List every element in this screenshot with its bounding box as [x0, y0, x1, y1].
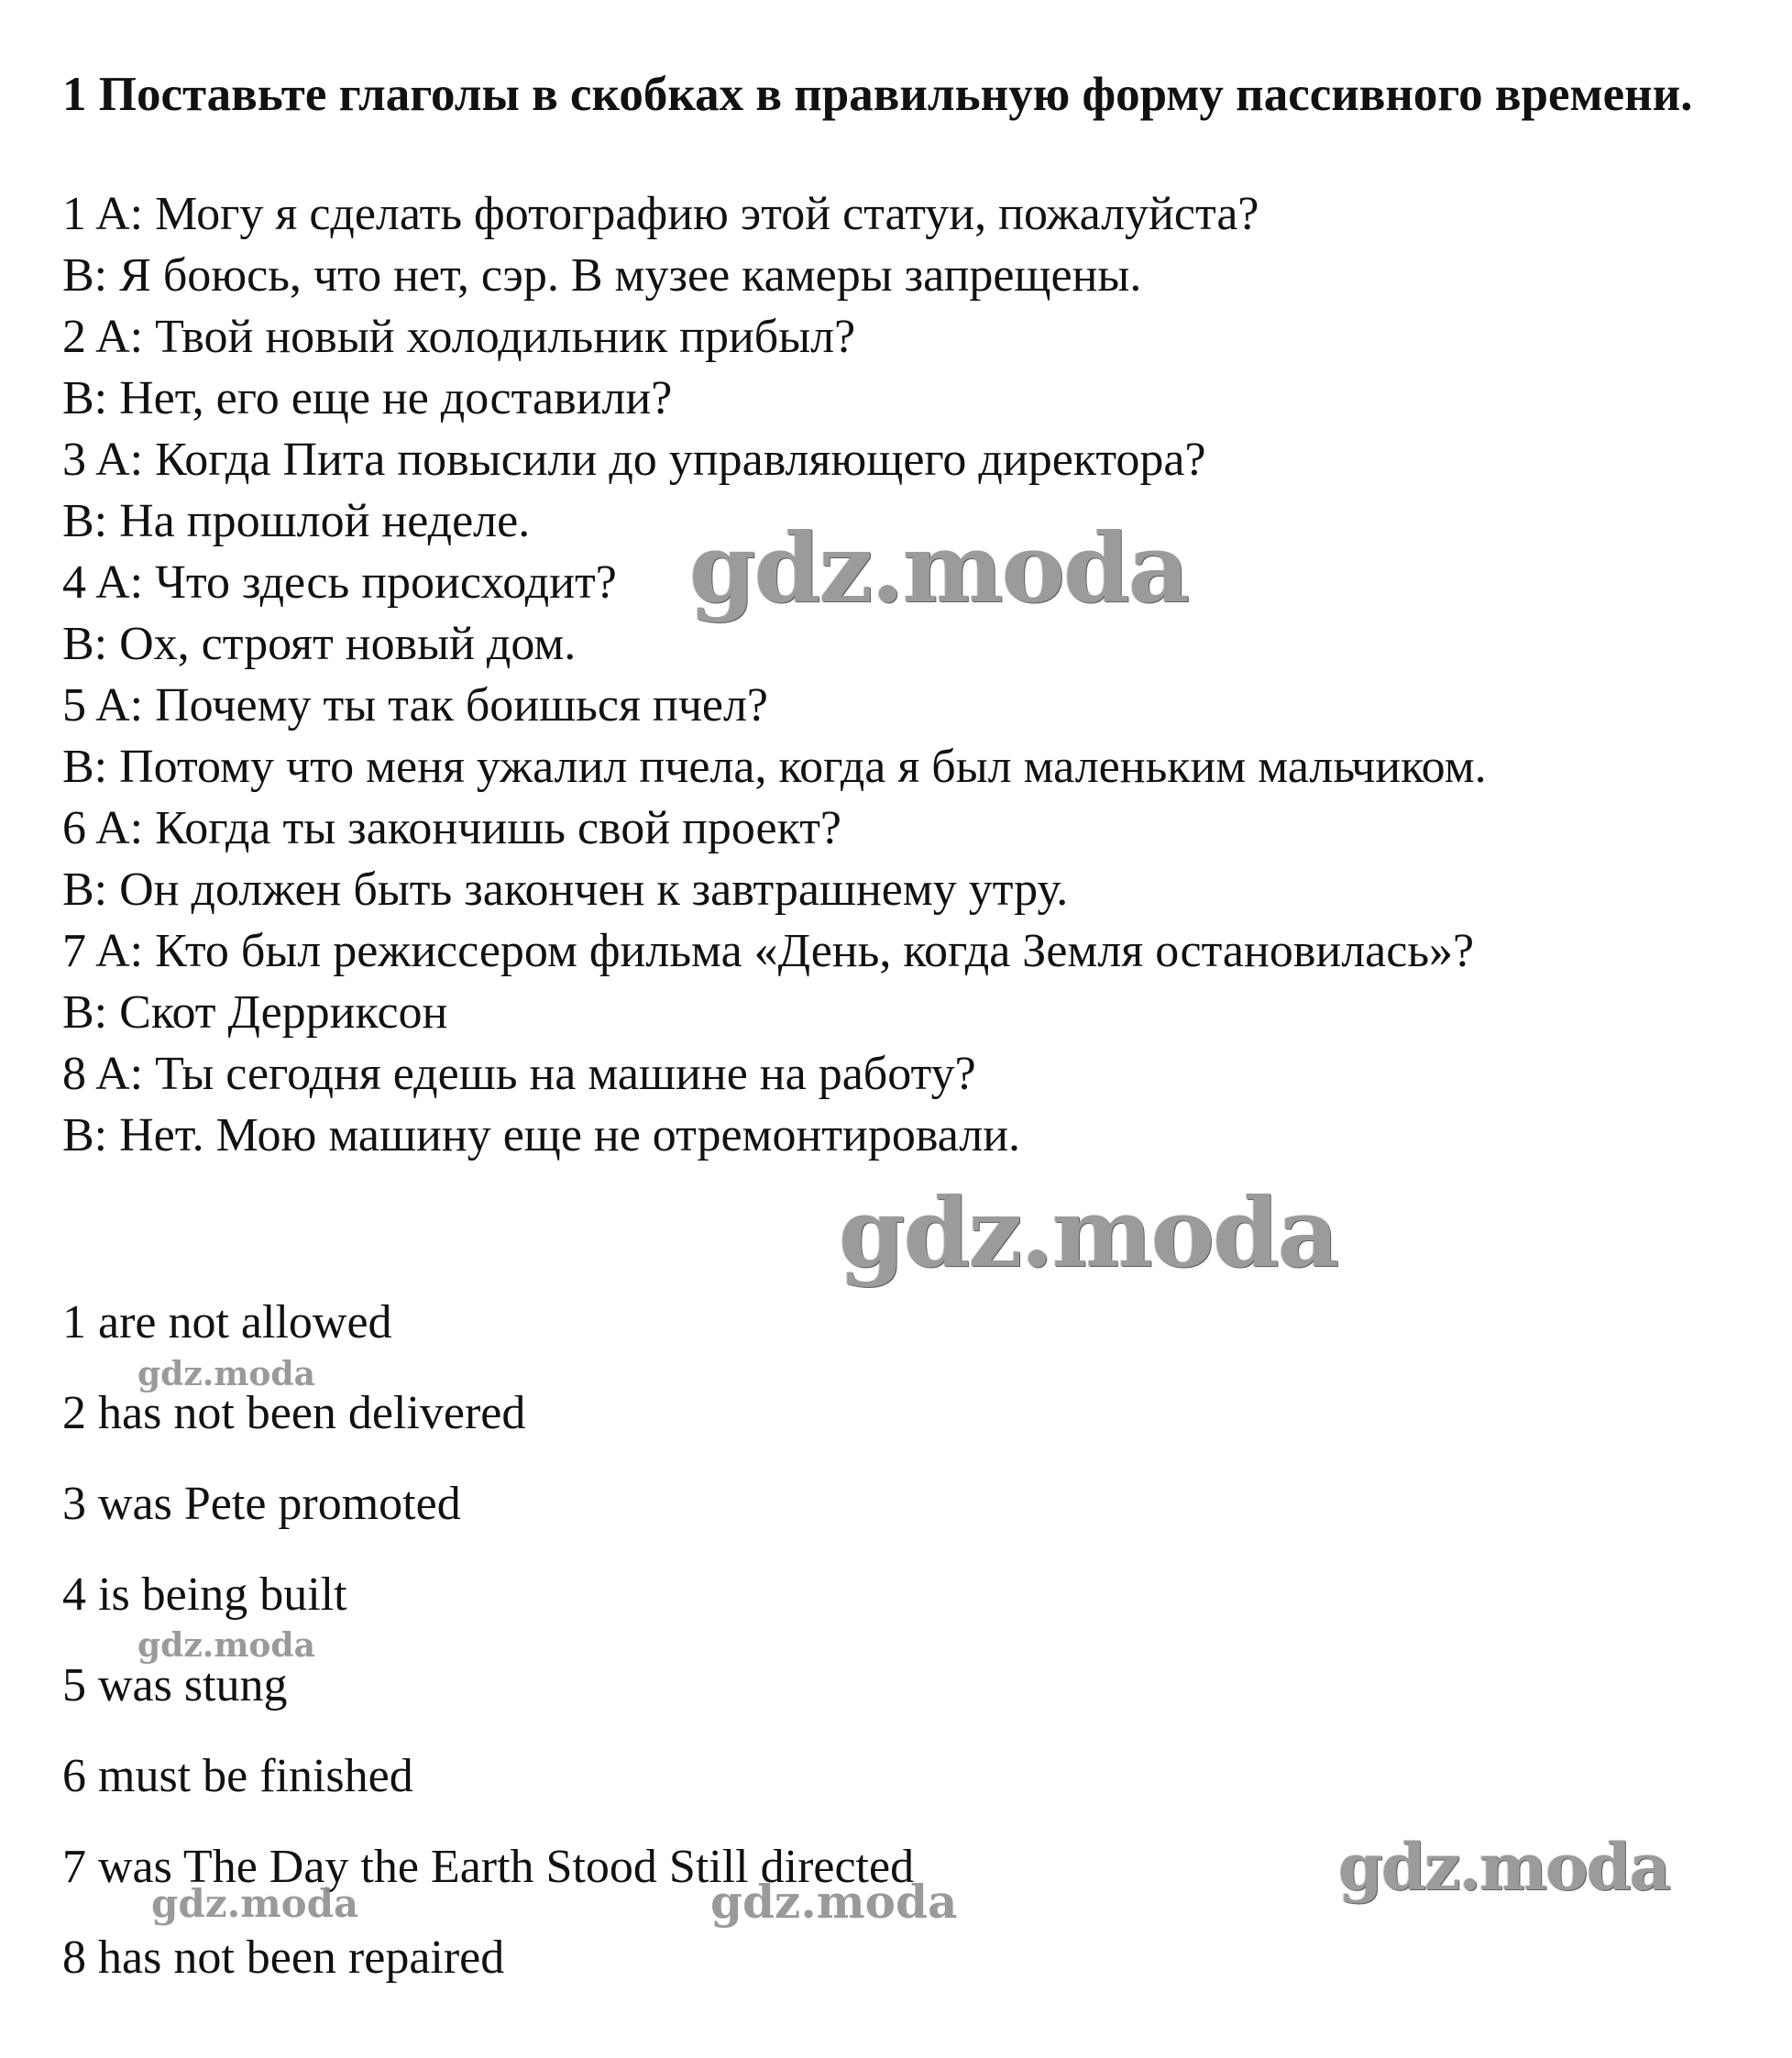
dialogue-line-4a: 4 A: Что здесь происходит?	[62, 556, 617, 609]
dialogue-line-1b: B: Я боюсь, что нет, сэр. В музее камеры запрещены.	[62, 249, 1142, 302]
watermark: gdz.moda	[137, 1626, 315, 1665]
answer-4: 4 is being built	[62, 1568, 347, 1621]
watermark: gdz.moda	[689, 512, 1189, 624]
answer-1: 1 are not allowed	[62, 1296, 392, 1348]
dialogue-line-7b: B: Скот Дерриксон	[62, 986, 448, 1039]
answer-2: 2 has not been delivered	[62, 1387, 526, 1439]
watermark: gdz.moda	[137, 1355, 315, 1393]
dialogue-line-8b: B: Нет. Мою машину еще не отремонтировали.	[62, 1109, 1021, 1161]
dialogue-line-3a: 3 A: Когда Пита повысили до управляющего директора?	[62, 434, 1206, 486]
dialogue-line-4b: B: Ох, строят новый дом.	[62, 618, 577, 670]
dialogue-line-2a: 2 A: Твой новый холодильник прибыл?	[62, 311, 856, 363]
dialogue-line-8a: 8 A: Ты сегодня едешь на машине на работу?	[62, 1048, 976, 1100]
watermark: gdz.moda	[710, 1875, 958, 1929]
dialogue-line-1a: 1 A: Могу я сделать фотографию этой статуи, пожалуйста?	[62, 188, 1259, 240]
answer-7: 7 was The Day the Earth Stood Still directed	[62, 1841, 915, 1893]
dialogue-line-6b: B: Он должен быть закончен к завтрашнему утру.	[62, 864, 1069, 916]
watermark: gdz.moda	[839, 1176, 1338, 1289]
watermark: gdz.moda	[151, 1881, 359, 1926]
answer-8: 8 has not been repaired	[62, 1931, 505, 1984]
dialogue-line-5b: B: Потому что меня ужалил пчела, когда я был маленьким мальчиком.	[62, 741, 1487, 793]
dialogue-line-3b: B: На прошлой неделе.	[62, 495, 531, 547]
answer-5: 5 was stung	[62, 1659, 288, 1711]
answer-6: 6 must be finished	[62, 1750, 413, 1802]
task-title: 1 Поставьте глаголы в скобках в правильную форму пассивного времени.	[62, 68, 1693, 121]
answer-3: 3 was Pete promoted	[62, 1478, 461, 1530]
watermark: gdz.moda	[1338, 1829, 1670, 1905]
dialogue-line-2b: B: Нет, его еще не доставили?	[62, 372, 673, 424]
dialogue-line-5a: 5 A: Почему ты так боишься пчел?	[62, 679, 768, 732]
dialogue-line-6a: 6 A: Когда ты закончишь свой проект?	[62, 802, 842, 854]
dialogue-line-7a: 7 A: Кто был режиссером фильма «День, когда Земля остановилась»?	[62, 925, 1475, 977]
